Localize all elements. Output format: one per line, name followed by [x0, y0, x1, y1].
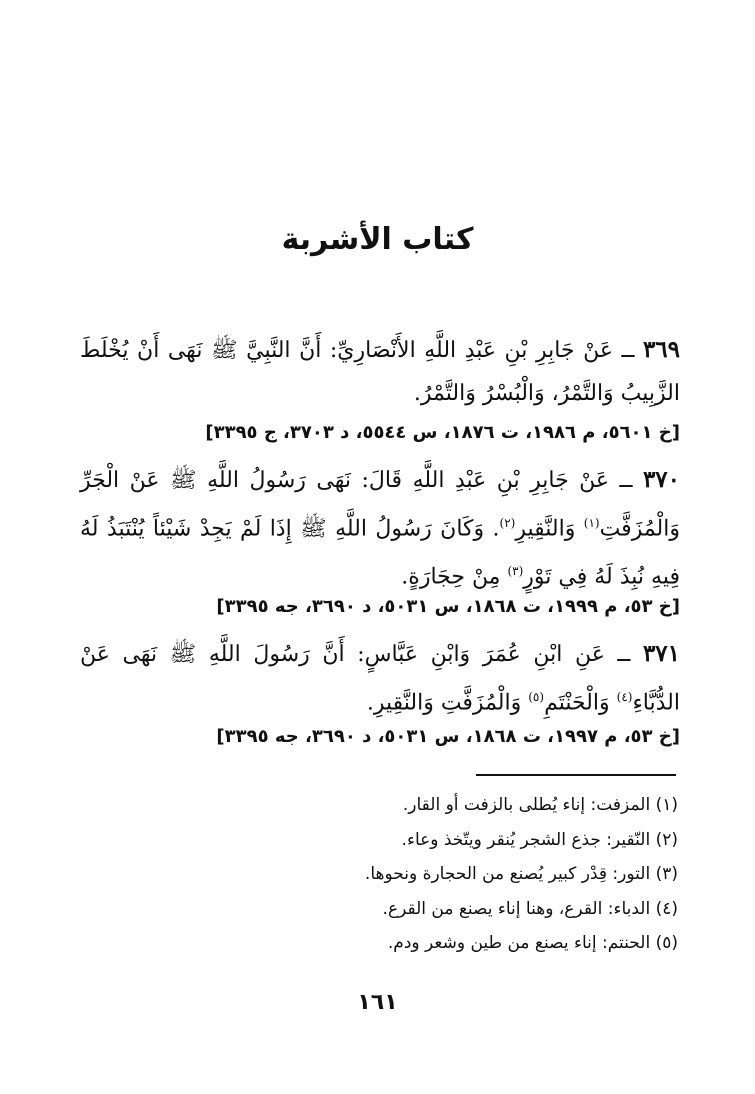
chapter-title: كتاب الأشربة — [281, 222, 474, 257]
footnote: (٣) التور: قِدْر كبير يُصنع من الحجارة ونحوها. — [364, 864, 678, 884]
footnote: (٢) النّقير: جذع الشجر يُنقر ويتّخذ وعاء. — [401, 829, 678, 850]
hadith-number: ٣٦٩ — [642, 336, 680, 363]
hadith-reference: [خ ٥٣، م ١٩٩٧، ت ١٨٦٨، س ٥٠٣١، د ٣٦٩٠، جه ٣٣٩٥] — [216, 726, 680, 747]
hadith-370 — [80, 458, 680, 599]
hadith-text: وَالنَّقِيرِ — [515, 516, 584, 542]
footnote: (٤) الدباء: القرع، وهنا إناء يصنع من القرع. — [382, 898, 678, 919]
hadith-text: وَالْحَنْتَمِ — [544, 690, 617, 716]
hadith-369 — [80, 328, 680, 415]
hadith-text: وَالْمُزَفَّتِ وَالنَّقِيرِ. — [366, 690, 529, 716]
footnotes-list — [250, 788, 678, 961]
footnote: (١) المزفت: إناء يُطلى بالزفت أو القار. — [402, 795, 678, 815]
footnote-marker: (١) — [583, 516, 600, 530]
footnote-marker: (٢) — [499, 516, 516, 530]
page-number: ١٦١ — [357, 990, 398, 1015]
hadith-371 — [80, 632, 680, 724]
footnote-marker: (٣) — [507, 564, 524, 579]
hadith-text: مِنْ حِجَارَةٍ. — [401, 564, 508, 590]
hadith-text: ــ عَنْ جَابِرِ بْنِ عَبْدِ اللَّهِ الأَنْصَارِيِّ: أَنَّ النَّبِيَّ ﷺ نَهَى أَنْ يُخْلَطَ الزَّبِيبُ وَالتَّمْرُ، وَالْبُسْرُ وَالتَّمْرُ. — [80, 338, 680, 406]
hadith-text: . وَكَانَ رَسُولُ اللَّهِ ﷺ إِذَا لَمْ يَجِدْ شَيْئاً يُنْتَبَذُ لَهُ فِيهِ نُبِذَ لَهُ فِي تَوْرٍ — [80, 516, 680, 590]
hadith-reference: [خ ٥٦٠١، م ١٩٨٦، ت ١٨٧٦، س ٥٥٤٤، د ٣٧٠٣، ج ٣٣٩٥] — [205, 422, 680, 443]
hadith-reference: [خ ٥٣، م ١٩٩٩، ت ١٨٦٨، س ٥٠٣١، د ٣٦٩٠، جه ٣٣٩٥] — [216, 596, 680, 617]
footnote: (٥) الحنتم: إناء يصنع من طين وشعر ودم. — [387, 933, 678, 953]
footnote-marker: (٤) — [616, 690, 633, 704]
footnote-marker: (٥) — [528, 690, 545, 704]
hadith-text: ــ عَنْ جَابِرِ بْنِ عَبْدِ اللَّهِ قَالَ: نَهَى رَسُولُ اللَّهِ ﷺ عَنْ الْجَرِّ وَالْمُزَفَّتِ — [80, 468, 680, 542]
hadith-number: ٣٧١ — [642, 640, 680, 667]
hadith-text: ــ عَنِ ابْنِ عُمَرَ وَابْنِ عَبَّاسٍ: أَنَّ رَسُولَ اللَّهِ ﷺ نَهَى عَنْ الدُّبَّاءِ — [80, 642, 680, 716]
footnote-divider — [476, 774, 676, 776]
hadith-number: ٣٧٠ — [642, 466, 680, 493]
